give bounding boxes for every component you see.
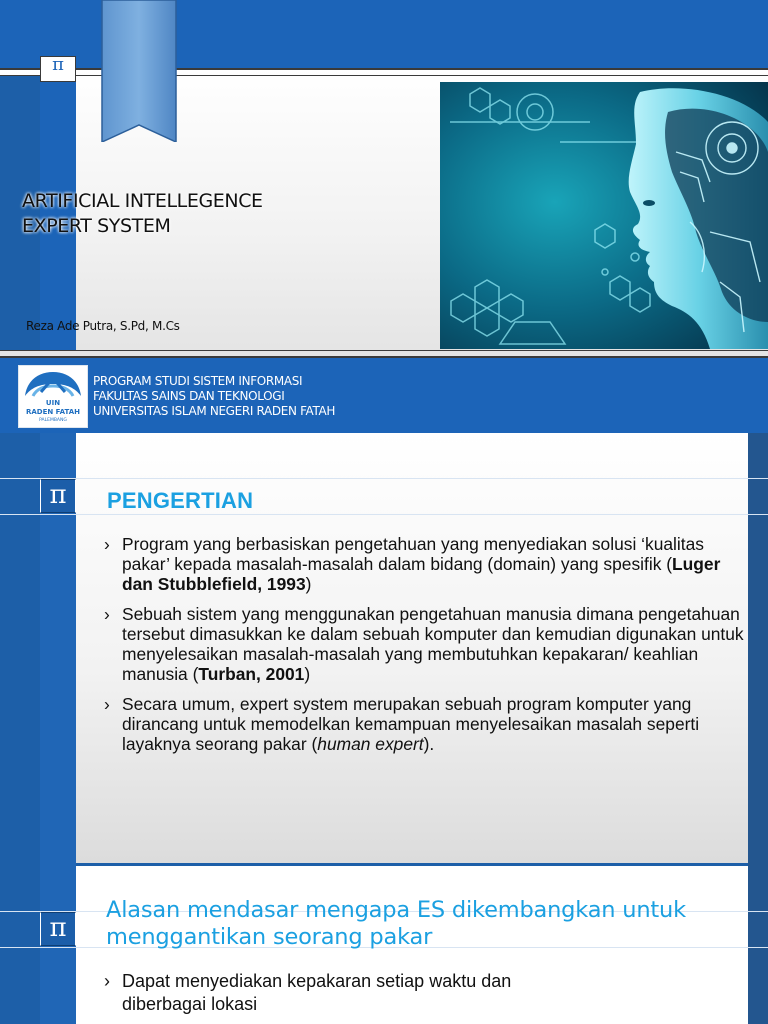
list-item: [104, 970, 744, 1016]
rule-line: [0, 478, 768, 479]
title-line-2: EXPERT SYSTEM: [22, 215, 171, 237]
list-item: [104, 604, 744, 684]
bookmark-ribbon-icon: [100, 0, 178, 142]
heading-line-1: Alasan mendasar mengapa ES dikembangkan untuk: [106, 897, 686, 923]
bullet-tail: ): [305, 574, 312, 594]
logo-initials: UIN: [45, 399, 61, 407]
author-name: Reza Ade Putra, S.Pd, M.Cs: [26, 319, 180, 333]
divider-bottom: [0, 350, 768, 358]
citation: Turban, 2001: [198, 664, 305, 684]
right-strip: [748, 433, 768, 866]
program-line-2: FAKULTAS SAINS DAN TEKNOLOGI: [93, 389, 285, 403]
right-strip: [748, 866, 768, 1024]
bullet-line-2: diberbagai lokasi: [122, 994, 258, 1014]
bullet-list: [104, 534, 744, 764]
bullet-text: Secara umum, expert system merupakan sebuah program komputer yang dirancang untuk memodelkan kemampuan menyelesaikan masalah seperti layaknya seorang pakar (: [122, 694, 700, 754]
slide-heading: [106, 897, 686, 951]
slide-heading: PENGERTIAN: [107, 488, 254, 513]
list-item: [104, 694, 744, 754]
bullet-tail: ): [304, 664, 311, 684]
pi-icon: [40, 912, 76, 946]
logo-city: PALEMBANG: [39, 418, 67, 423]
program-line-3: UNIVERSITAS ISLAM NEGERI RADEN FATAH: [93, 404, 336, 418]
logo-name: RADEN FATAH: [25, 408, 81, 416]
emphasis-term: human expert: [317, 734, 424, 754]
bullet-list: [104, 970, 744, 1024]
pi-symbol: π: [49, 913, 67, 943]
bullet-marker: ›: [104, 971, 110, 991]
university-logo: [18, 365, 88, 428]
bullet-tail: ).: [423, 734, 435, 754]
citation: Luger dan Stubblefield, 1993: [122, 554, 721, 594]
pi-symbol: π: [49, 480, 67, 510]
bullet-text: Program yang berbasiskan pengetahuan yang menyediakan solusi ‘kualitas pakar’ kepada masalah-masalah dalam bidang (domain) yang spesifik (: [122, 534, 704, 574]
reasons-slide: [0, 866, 768, 1024]
program-info: [93, 374, 335, 419]
list-item: [104, 534, 744, 594]
left-strip: [0, 433, 40, 866]
definition-slide: [0, 433, 768, 866]
title-slide: [0, 0, 768, 433]
title-line-1: ARTIFICIAL INTELLEGENCE: [22, 190, 263, 212]
pi-symbol: π: [52, 56, 64, 75]
pi-icon: [40, 56, 76, 82]
bullet-marker: ›: [104, 534, 110, 554]
pi-icon: [40, 479, 76, 513]
ai-robot-head-image: [440, 82, 768, 349]
bullet-text: Sebuah sistem yang menggunakan pengetahuan manusia dimana pengetahuan tersebut dimasukkan ke dalam sebuah komputer dan kemudian digunakan untuk menyelesaikan masalah-masalah yang membutuhkan kepakaran/ keahlian manusia (: [122, 604, 744, 684]
bullet-marker: ›: [104, 604, 110, 624]
heading-line-2: menggantikan seorang pakar: [106, 924, 433, 950]
program-line-1: PROGRAM STUDI SISTEM INFORMASI: [93, 374, 303, 388]
uin-raden-fatah-logo-icon: [19, 366, 87, 427]
bullet-line-1: Dapat menyediakan kepakaran setiap waktu dan: [122, 971, 512, 991]
rule-line: [0, 514, 768, 515]
presentation-title: [22, 189, 263, 239]
bullet-marker: ›: [104, 694, 110, 714]
